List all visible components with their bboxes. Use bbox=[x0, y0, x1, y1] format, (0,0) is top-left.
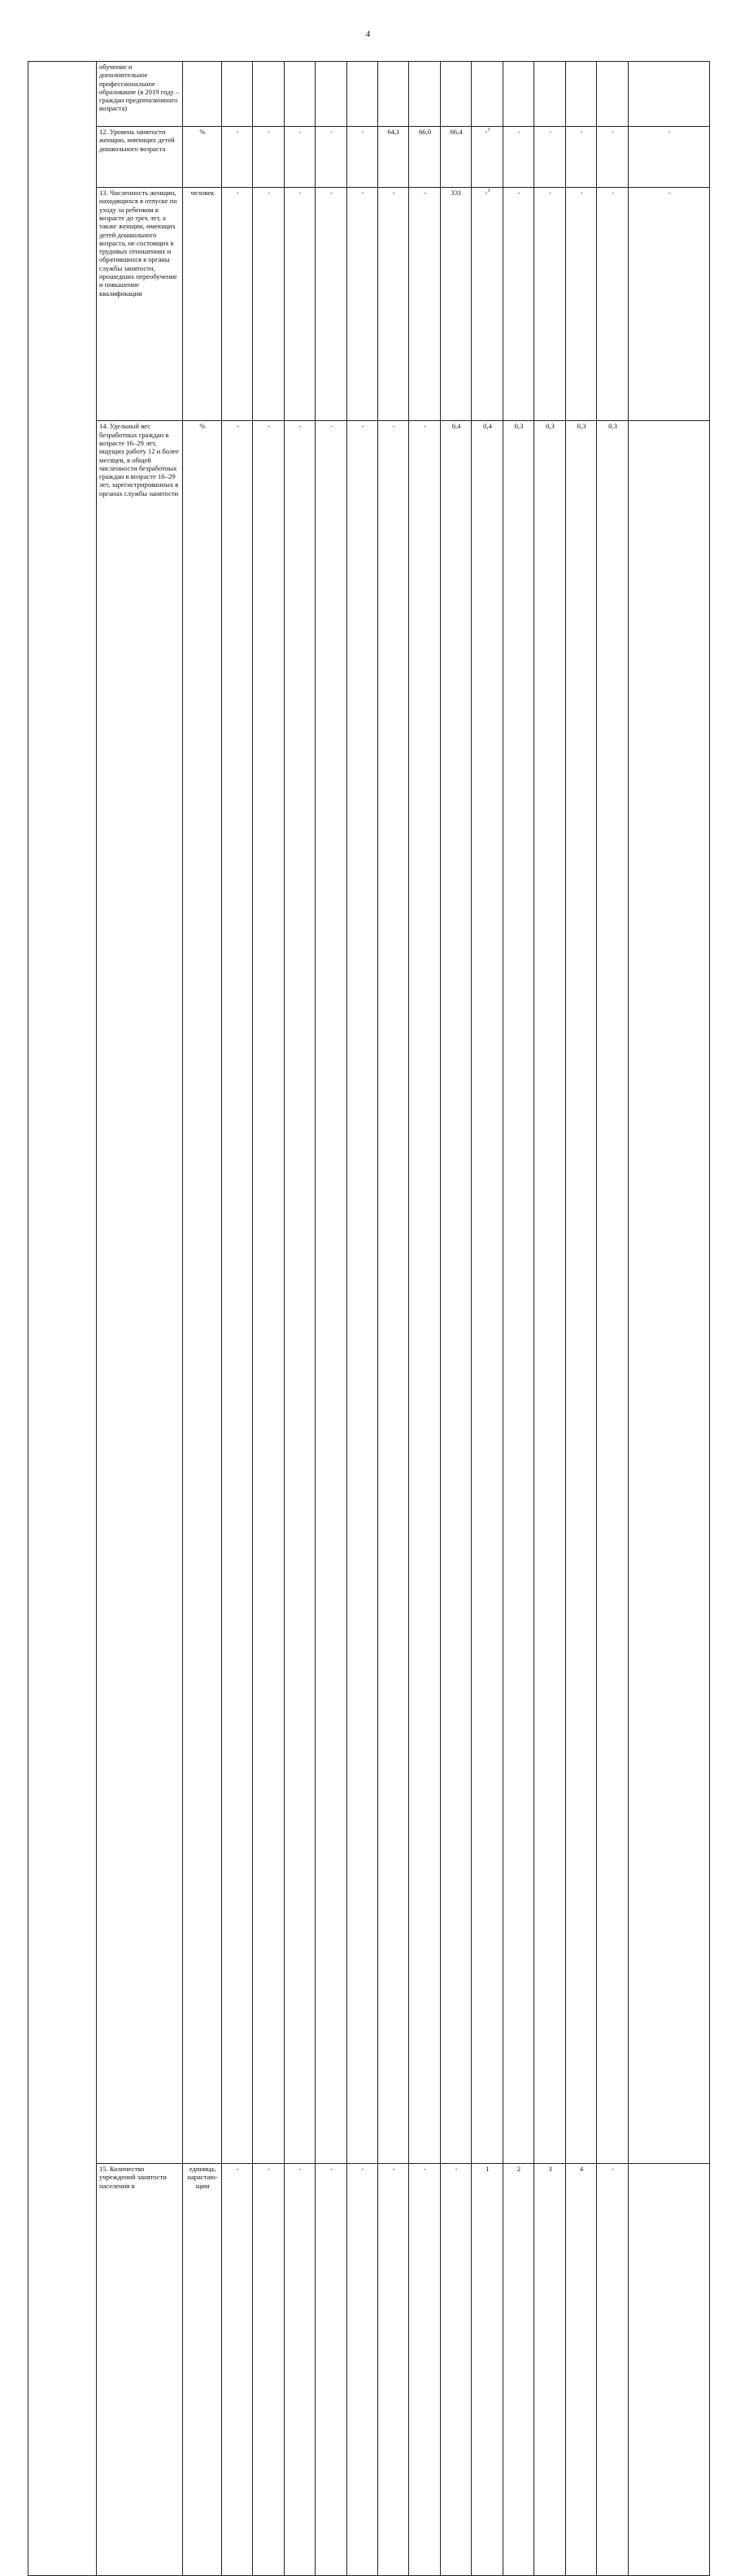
value-cell: - bbox=[409, 188, 441, 421]
value-cell: 331 bbox=[441, 188, 472, 421]
value-cell: - bbox=[253, 188, 285, 421]
value-cell: - bbox=[503, 188, 534, 421]
table-row bbox=[28, 421, 710, 2164]
value-cell bbox=[253, 62, 285, 127]
value-cell bbox=[629, 421, 710, 2164]
footnote-mark: 3 bbox=[487, 128, 490, 133]
table-body bbox=[28, 62, 710, 2576]
value-cell: - bbox=[378, 2164, 409, 2576]
value-cell: 0,3 bbox=[503, 421, 534, 2164]
unit-cell: единица, нарастаю-щим bbox=[183, 2164, 222, 2576]
indicator-name-cell: обучение и дополнительное профессиональное образование (в 2019 году – граждан предпенсионного возраста) bbox=[97, 62, 183, 127]
value-cell: - bbox=[222, 127, 253, 188]
value-cell: 0,3 bbox=[566, 421, 597, 2164]
value-cell: - bbox=[347, 2164, 378, 2576]
value-cell: 0,4 bbox=[441, 421, 472, 2164]
blank-left-column bbox=[28, 62, 97, 2576]
footnote-mark: 3 bbox=[487, 189, 490, 194]
value-cell: - bbox=[316, 127, 347, 188]
value-cell: - bbox=[222, 2164, 253, 2576]
value-cell: - bbox=[316, 421, 347, 2164]
value-cell bbox=[409, 62, 441, 127]
value-cell: - bbox=[566, 127, 597, 188]
value-cell: - bbox=[285, 188, 316, 421]
indicators-table bbox=[28, 61, 710, 2576]
value-text: - bbox=[485, 128, 488, 136]
value-cell: - bbox=[534, 127, 566, 188]
value-cell bbox=[566, 62, 597, 127]
value-cell: - bbox=[253, 127, 285, 188]
value-cell: 3 bbox=[534, 2164, 566, 2576]
table-row bbox=[28, 188, 710, 421]
indicator-name-cell: 14. Удельный вес безработных граждан в возрасте 16–29 лет, ищущих работу 12 и более месяцев, в общей численности безработных граждан в возрасте 16–29 лет, зарегистрированных в органах службы занятости bbox=[97, 421, 183, 2164]
value-cell: 1 bbox=[472, 2164, 503, 2576]
value-cell: 64,1 bbox=[378, 127, 409, 188]
unit-cell: % bbox=[183, 421, 222, 2164]
value-cell: 2 bbox=[503, 2164, 534, 2576]
value-cell: - bbox=[285, 127, 316, 188]
indicator-name-cell: 12. Уровень занятости женщин, имеющих детей дошкольного возраста bbox=[97, 127, 183, 188]
unit-cell: % bbox=[183, 127, 222, 188]
value-cell bbox=[347, 62, 378, 127]
value-cell bbox=[472, 188, 503, 421]
value-cell: - bbox=[347, 127, 378, 188]
unit-cell bbox=[183, 62, 222, 127]
value-cell bbox=[534, 62, 566, 127]
value-cell bbox=[629, 2164, 710, 2576]
value-cell: 4 bbox=[566, 2164, 597, 2576]
value-cell: 0,3 bbox=[534, 421, 566, 2164]
value-cell: - bbox=[503, 127, 534, 188]
value-cell: - bbox=[378, 188, 409, 421]
value-cell: - bbox=[409, 2164, 441, 2576]
value-cell: - bbox=[253, 421, 285, 2164]
value-cell: - bbox=[534, 188, 566, 421]
table-row bbox=[28, 127, 710, 188]
value-cell: - bbox=[222, 421, 253, 2164]
value-cell: - bbox=[441, 2164, 472, 2576]
value-cell: 0,4 bbox=[472, 421, 503, 2164]
unit-cell: человек bbox=[183, 188, 222, 421]
value-cell: - bbox=[629, 188, 710, 421]
value-cell bbox=[629, 62, 710, 127]
value-cell bbox=[441, 62, 472, 127]
value-text: - bbox=[485, 189, 488, 198]
value-cell: 66,4 bbox=[441, 127, 472, 188]
value-cell: - bbox=[285, 421, 316, 2164]
table-row bbox=[28, 2164, 710, 2576]
value-cell: - bbox=[378, 421, 409, 2164]
value-cell: 66,0 bbox=[409, 127, 441, 188]
value-cell: - bbox=[597, 2164, 629, 2576]
value-cell: - bbox=[597, 188, 629, 421]
value-cell bbox=[472, 127, 503, 188]
value-cell: - bbox=[222, 188, 253, 421]
page-number: 4 bbox=[365, 29, 371, 39]
value-cell bbox=[503, 62, 534, 127]
value-cell: - bbox=[409, 421, 441, 2164]
value-cell: - bbox=[597, 127, 629, 188]
value-cell: 0,3 bbox=[597, 421, 629, 2164]
value-cell bbox=[472, 62, 503, 127]
indicator-name-cell: 15. Количество учреждений занятости населения в bbox=[97, 2164, 183, 2576]
value-cell: - bbox=[629, 127, 710, 188]
value-cell: - bbox=[316, 2164, 347, 2576]
value-cell: - bbox=[566, 188, 597, 421]
value-cell: - bbox=[316, 188, 347, 421]
indicator-name-cell: 13. Численность женщин, находящихся в отпуске по уходу за ребенком в возрасте до трех лет, а также женщин, имеющих детей дошкольного возраста, не состоящих в трудовых отношениях и обратившихся в органы службы занятости, прошедших переобучение и повышение квалификации bbox=[97, 188, 183, 421]
value-cell bbox=[316, 62, 347, 127]
table-row bbox=[28, 62, 710, 127]
value-cell: - bbox=[347, 188, 378, 421]
value-cell: - bbox=[253, 2164, 285, 2576]
value-cell bbox=[378, 62, 409, 127]
value-cell bbox=[597, 62, 629, 127]
value-cell bbox=[285, 62, 316, 127]
value-cell bbox=[222, 62, 253, 127]
value-cell: - bbox=[285, 2164, 316, 2576]
value-cell: - bbox=[347, 421, 378, 2164]
